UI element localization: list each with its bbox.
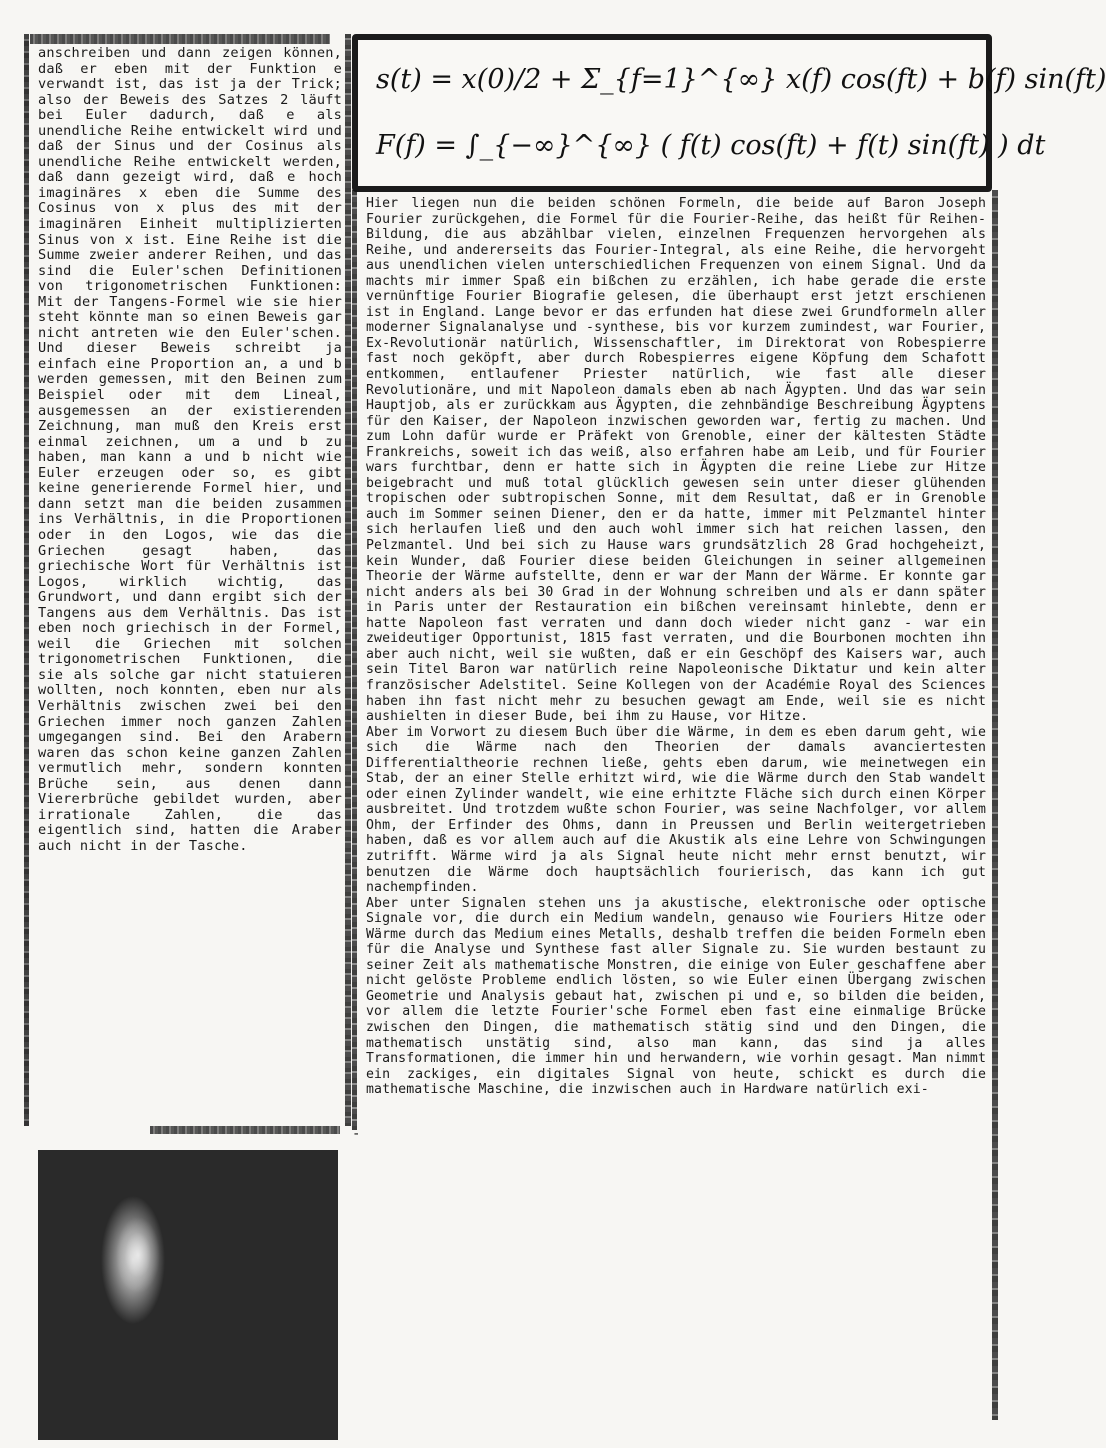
bottom-left-scribble xyxy=(150,1126,340,1134)
left-scribble-border xyxy=(24,34,29,1126)
left-text-column xyxy=(38,46,342,854)
right-paragraph: Hier liegen nun die beiden schönen Formeln, die beide auf Baron Joseph Fourier zurückgehen, die Formel für die Fourier-Reihe, das heißt für Reihen-Bildung, die aus abzählbar vielen, einzelnen Frequenzen hervorgehen als Reihe, und andererseits das Fourier-Integral, als eine Reihe, die hervorgeht aus unendlichen vielen unterschiedlichen Frequenzen von einem Signal. Und da machts mir immer Spaß ein bißchen zu erzählen, ich habe gerade die erste vernünftige Fourier Biografie gelesen, die überhaupt erst jetzt erschienen ist in England. Lange bevor er das erfunden hat diese zwei Grundformeln aller moderner Signalanalyse und -synthese, bis vor kurzem zumindest, war Fourier, Ex-Revolutionär natürlich, Wissenschaftler, im Direktorat von Robespierre fast noch geköpft, aber durch Robespierres eigene Köpfung dem Schafott entkommen, entlaufener Priester natürlich, wie fast alle dieser Revolutionäre, und mit Napoleon damals eben ab nach Ägypten. Und das war sein Hauptjob, als er zurückkam aus Ägypten, die zehnbändige Beschreibung Ägyptens für den Kaiser, der Napoleon inzwischen geworden war, fertig zu machen. Und zum Lohn dafür wurde er Präfekt von Grenoble, einer der kältesten Städte Frankreichs, soweit ich das weiß, also erfahren habe am Leib, und für Fourier wars furchtbar, denn er hatte sich in Ägypten die reine Liebe zur Hitze beigebracht und muß total glücklich gewesen sein unter dieser glühenden tropischen oder subtropischen Sonne, mit dem Resultat, daß er in Grenoble auch im Sommer seinen Diener, den er da hatte, immer mit Pelzmantel hinter sich herlaufen ließ und den auch wohl immer sich hat reichen lassen, den Pelzmantel. Und bei sich zu Hause wars grundsätzlich 28 Grad hochgeheizt, kein Wunder, daß Fourier diese beiden Gleichungen in seiner allgemeinen Theorie der Wärme aufstellte, denn er war der Mann der Wärme. Er konnte gar nicht anders als bei 30 Grad in der Wohnung schreiben und als er dann später in Paris unter der Restauration ein bißchen vereinsamt hinlebte, denn er hatte Napoleon fast verraten und dann doch wieder nicht ganz - war ein zweideutiger Opportunist, 1815 fast verraten, und die Bourbonen mochten ihn aber auch nicht, weil sie wußten, daß er ein Geschöpf des Kaisers war, auch sein Titel Baron war natürlich reine Napoleonische Diktatur und kein alter französischer Adelstitel. Seine Kollegen von der Académie Royal des Sciences haben ihn fast nicht mehr zu besuchen gewagt am Ende, weil sie es nicht aushielten in dieser Bude, bei ihm zu Hause, vor Hitze. xyxy=(366,196,986,725)
fourier-integral-formula: F(f) = ∫_{−∞}^{∞} ( f(t) cos(ft) + f(t) sin(ft) ) dt xyxy=(376,130,1046,161)
top-left-scribble xyxy=(30,34,330,44)
right-column-left-scribble xyxy=(352,190,357,1130)
right-scribble-border xyxy=(992,190,998,1420)
photo-highlight xyxy=(38,1150,338,1440)
right-text-column xyxy=(366,196,986,1098)
formula-box xyxy=(352,34,992,192)
fourier-series-formula: s(t) = x(0)/2 + Σ_{f=1}^{∞} x(f) cos(ft) + b(f) sin(ft) xyxy=(376,64,1106,95)
margin-dash: - xyxy=(352,1126,361,1142)
column-divider-scribble xyxy=(345,34,351,1126)
right-paragraph: Aber im Vorwort zu diesem Buch über die Wärme, in dem es eben darum geht, wie sich die Wärme nach den Theorien der damals avanciertesten Differentialtheorie rechnen ließe, gehts eben darum, wie meinetwegen ein Stab, der an einer Stelle erhitzt wird, wie die Wärme durch den Stab wandelt oder einen Zylinder wandelt, wie eine erhitzte Fläche sich durch einen Körper ausbreitet. Und trotzdem wußte schon Fourier, was seine Nachfolger, vor allem Ohm, der Erfinder des Ohms, dann in Preussen und Berlin weitergetrieben haben, daß es vor allem auch auf die Akustik als eine Lehre von Schwingungen zutrifft. Wärme wird ja als Signal heute nicht mehr ernst benutzt, wir benutzen die Wärme doch hauptsächlich fourierisch, das kann ich gut nachempfinden. xyxy=(366,724,986,896)
left-paragraph: anschreiben und dann zeigen können, daß er eben mit der Funktion e verwandt ist, das ist ja der Trick; also der Beweis des Satzes 2 läuft bei Euler dadurch, daß e als unendliche Reihe entwickelt wird und daß der Sinus und der Cosinus als unendliche Reihe entwickelt werden, daß dann gezeigt wird, daß e hoch imaginäres x eben die Summe des Cosinus von x plus des mit der imaginären Einheit multiplizierten Sinus von x ist. Eine Reihe ist die Summe zweier anderer Reihen, und das sind die Euler'schen Definitionen von trigonometrischen Funktionen: Mit der Tangens-Formel wie sie hier steht könnte man so einen Beweis gar nicht antreten wie den Euler'schen. Und dieser Beweis schreibt ja einfach eine Proportion an, a und b werden gemessen, mit den Beinen zum Beispiel oder mit dem Lineal, ausgemessen an der existierenden Zeichnung, man muß den Kreis erst einmal zeichnen, um a und b zu haben, man kann a und b nicht wie Euler erzeugen oder so, es gibt keine generierende Formel hier, und dann setzt man die beiden zusammen ins Verhältnis, in die Proportionen oder in den Logos, wie das die Griechen gesagt haben, das griechische Wort für Verhältnis ist Logos, wirklich wichtig, das Grundwort, und dann ergibt sich der Tangens aus dem Verhältnis. Das ist eben noch griechisch in der Formel, weil die Griechen mit solchen trigonometrischen Funktionen, die sie als solche gar nicht statuieren wollten, noch konnten, eben nur als Verhältnis zwischen zwei bei den Griechen immer noch ganzen Zahlen umgegangen sind. Bei den Arabern waren das schon keine ganzen Zahlen vermutlich mehr, sondern konnten Brüche sein, aus denen dann Viererbrüche gebildet wurden, aber irrationale Zahlen, die das eigentlich sind, hatten die Araber auch nicht in der Tasche. xyxy=(38,45,342,854)
right-paragraph: Aber unter Signalen stehen uns ja akustische, elektronische oder optische Signale vor, die durch ein Medium wandeln, genauso wie Fouriers Hitze oder Wärme durch das Medium eines Metalls, deshalb treffen die beiden Formeln eben für die Analyse und Synthese fast aller Signale zu. Sie wurden bestaunt zu seiner Zeit als mathematische Monstren, die einige von Euler geschaffene aber nicht gelöste Probleme endlich lösten, so wie Euler einen Übergang zwischen Geometrie und Analysis gebaut hat, zwischen pi und e, so bilden die beiden, vor allem die letzte Fourier'sche Formel eben fast eine einmalige Brücke zwischen den Dingen, die mathematisch stätig sind und den Dingen, die mathematisch unstätig sind, also man kann, das sind ja alles Transformationen, die immer hin und herwandern, wie vorhin gesagt. Man nimmt ein zackiges, ein digitales Signal von heute, schickt es durch die mathematische Maschine, die inzwischen auch in Hardware natürlich exi- xyxy=(366,895,986,1098)
